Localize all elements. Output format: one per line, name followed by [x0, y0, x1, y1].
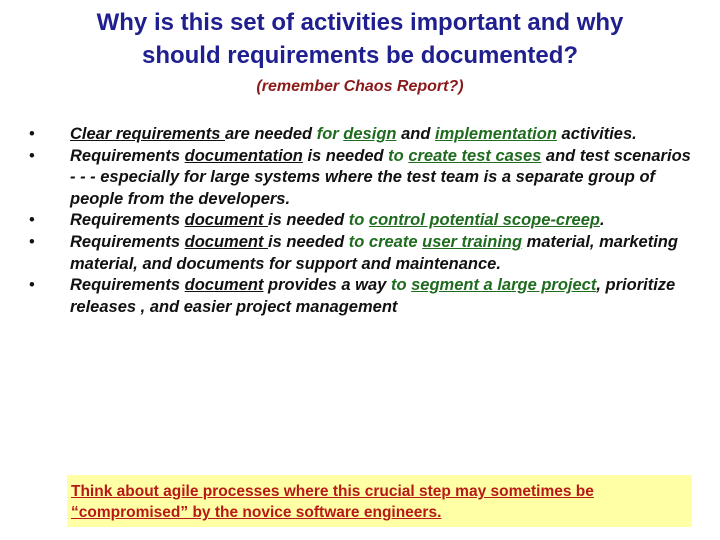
- bullet-text-segment: for: [316, 125, 344, 143]
- bullet-text-segment: document: [184, 211, 269, 230]
- bullet-text-segment: Requirements: [70, 232, 185, 251]
- bullet-item: [25, 232, 695, 275]
- slide-title: [20, 6, 700, 72]
- bullet-item: [25, 275, 695, 318]
- bullet-text-segment: is needed: [302, 146, 389, 165]
- bullet-dot-icon: •: [29, 125, 35, 143]
- bullet-text-segment: document: [184, 276, 264, 295]
- callout-line-2: “compromised” by the novice software engineers.: [71, 504, 442, 521]
- bullet-text-segment: Requirements: [70, 211, 185, 230]
- bullet-text-segment: to: [390, 276, 412, 295]
- bullet-text-segment: Requirements: [70, 146, 185, 165]
- title-line-2: should requirements be documented?: [141, 42, 579, 69]
- bullet-text-segment: create test cases: [408, 146, 542, 165]
- callout-line-1: Think about agile processes where this crucial step may sometimes be: [71, 483, 594, 500]
- bullet-list: [25, 124, 695, 318]
- bullet-text-segment: Requirements: [70, 276, 185, 295]
- bullet-text-segment: material, marketing material, and documents for support and maintenance.: [70, 232, 678, 273]
- bullet-item: [25, 146, 695, 211]
- bullet-text-segment: user training: [422, 232, 523, 251]
- bullet-text-segment: Clear requirements: [70, 125, 225, 143]
- bullet-item: [25, 124, 695, 146]
- bullet-text-segment: activities.: [556, 125, 637, 143]
- bullet-text-segment: are needed: [224, 125, 317, 143]
- bullet-text-segment: to: [388, 146, 409, 165]
- bullet-text-segment: and: [396, 125, 435, 143]
- bullet-text-segment: implementation: [435, 125, 557, 143]
- bullet-text-segment: segment a large project: [411, 276, 597, 295]
- bullet-dot-icon: •: [29, 276, 35, 295]
- bullet-dot-icon: •: [29, 232, 35, 251]
- bullet-text-segment: control potential scope-creep: [368, 211, 600, 230]
- bullet-text-segment: documentation: [184, 146, 303, 165]
- title-line-1: Why is this set of activities important and why: [96, 9, 624, 36]
- bullet-text-segment: is needed: [268, 211, 349, 230]
- bullet-text-segment: .: [599, 211, 605, 230]
- slide-subtitle: (remember Chaos Report?): [256, 78, 464, 95]
- bullet-dot-icon: •: [29, 146, 35, 165]
- bullet-text-segment: to: [348, 211, 369, 230]
- bullet-item: [25, 210, 695, 232]
- callout-box: [67, 475, 692, 527]
- bullet-text-segment: to create: [348, 232, 423, 251]
- bullet-text-segment: and test scenarios - - - especially for large systems where the test team is a separate group of people from the developers.: [70, 146, 691, 208]
- bullet-dot-icon: •: [29, 211, 35, 230]
- bullet-text-segment: , prioritize releases , and easier project management: [70, 276, 676, 316]
- bullet-text-segment: is needed: [268, 232, 349, 251]
- bullet-text-segment: provides a way: [263, 276, 391, 295]
- bullet-text-segment: design: [343, 125, 397, 143]
- bullet-text-segment: document: [184, 232, 269, 251]
